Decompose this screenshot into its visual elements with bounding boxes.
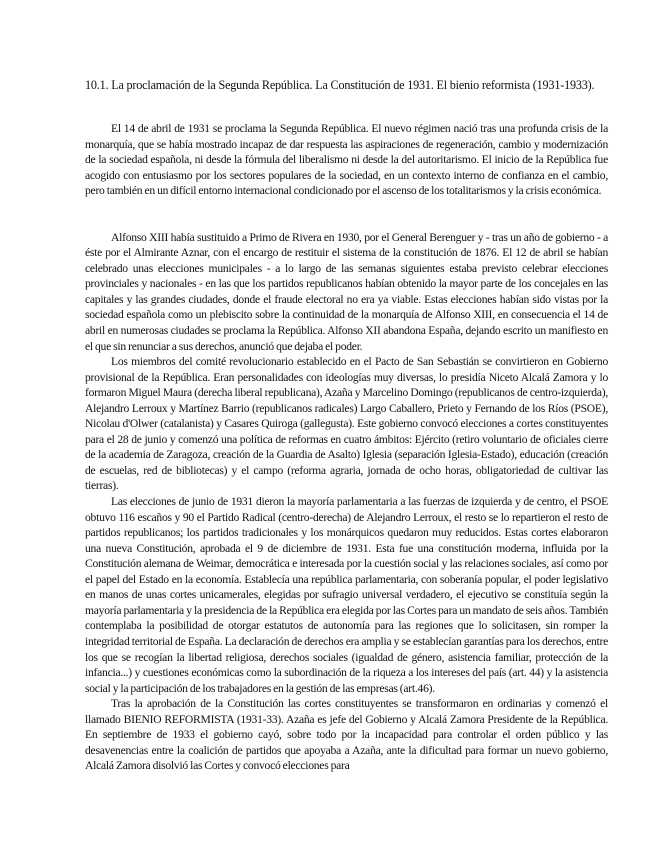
paragraph-provisional-government: Los miembros del comité revolucionario establecido en el Pacto de San Sebastián se convirtieron en Gobierno provisional de la República. Eran personalidades con ideologías muy diversas, lo presidía Niceto Alcalá Zamora y lo formaron Miguel Maura (derecha liberal republicana), Azaña y Marcelino Domingo (republicanos de centro-izquierda), Alejandro Lerroux y Martínez Barrio (republicanos radicales) Largo Caballero, Prieto y Fernando de los Ríos (PSOE), Nicolau d'Olwer (catalanista) y Casares Quiroga (gallegusta). Este gobierno convocó elecciones a cortes constituyentes para el 28 de junio y comenzó una política de reformas en cuatro ámbitos: Ejército (retiro voluntario de oficiales cierre de la academia de Zaragoza, creación de la Guardia de Asalto) Iglesia (separación Iglesia-Estado), educación (creación de escuelas, red de bibliotecas) y el campo (reforma agraria, jornada de ocho horas, obligatoriedad de cultivar las tierras).	[85, 355, 608, 493]
paragraph-reformist-biennium: Tras la aprobación de la Constitución las cortes constituyentes se transformaron en ordinarias y comenzó el llamado BIENIO REFORMISTA (1931-33). Azaña es jefe del Gobierno y Alcalá Zamora Presidente de la República. En septiembre de 1933 el gobierno cayó, sobre todo por la incapacidad para controlar el orden público y las desavenencias entre la coalición de partidos que apoyaba a Azaña, ante la dificultad para formar un nuevo gobierno, Alcalá Zamora disolvió las Cortes y convocó elecciones para	[85, 697, 608, 773]
paragraph-elections-constitution: Las elecciones de junio de 1931 dieron la mayoría parlamentaria a las fuerzas de izquierda y de centro, el PSOE obtuvo 116 escaños y 90 el Partido Radical (centro-derecha) de Alejandro Lerroux, el resto se lo repartieron el resto de partidos republicanos; los partidos tradicionales y los monárquicos quedaron muy reducidos. Estas cortes elaboraron una nueva Constitución, aprobada el 9 de diciembre de 1931. Esta fue una constitución moderna, influida por la Constitución alemana de Weimar, democrática e interesada por la cuestión social y las relaciones sociales, así como por el papel del Estado en la economía. Establecía una república parlamentaria, con soberanía popular, el poder legislativo en manos de unas cortes unicamerales, elegidas por sufragio universal verdadero, el ejecutivo se constituía según la mayoría parlamentaria y la presidencia de la República era elegida por las Cortes para un mandato de seis años. También contemplaba la posibilidad de otorgar estatutos de autonomía para las regiones que lo solicitasen, sin romper la integridad territorial de España. La declaración de derechos era amplia y se establecían garantías para los derechos, entre los que se recogían la libertad religiosa, derechos sociales (igualdad de género, asistencia familiar, protección de la infancia...) y cuestiones económicas como la subordinación de la riqueza a los intereses del país (art. 44) y la asistencia social y la participación de los trabajadores en la gestión de las empresas (art.46).	[85, 495, 608, 695]
paragraph-intro: El 14 de abril de 1931 se proclama la Segunda República. El nuevo régimen nació tras una profunda crisis de la monarquía, que se había mostrado incapaz de dar respuesta las aspiraciones de regeneración, cambio y modernización de la sociedad española, ni desde la fórmula del liberalismo ni desde la del autoritarismo. El inicio de la República fue acogido con entusiasmo por los sectores populares de la sociedad, en un contexto interno de confianza en el cambio, pero también en un difícil entorno internacional condicionado por el ascenso de los totalitarismos y la crisis económica.	[85, 122, 608, 198]
section-heading: 10.1. La proclamación de la Segunda República. La Constitución de 1931. El bienio reformista (1931-1933).	[85, 78, 595, 92]
paragraph-background: Alfonso XIII había sustituido a Primo de Rivera en 1930, por el General Berenguer y - tras un año de gobierno - a éste por el Almirante Aznar, con el encargo de restituir el sistema de la constitución de 1876. El 12 de abril se habían celebrado unas elecciones municipales - a lo largo de las semanas siguientes estaba previsto celebrar elecciones provinciales y nacionales - en las que los partidos republicanos habían obtenido la mayor parte de los concejales en las capitales y las grandes ciudades, donde el fraude electoral no era ya viable. Estas elecciones habían sido vistas por la sociedad española como un plebiscito sobre la continuidad de la monarquía de Alfonso XIII, en consecuencia el 14 de abril en numerosas ciudades se proclama la República. Alfonso XII abandona España, dejando escrito un manifiesto en el que sin renunciar a sus derechos, anunció que dejaba el poder.	[85, 230, 608, 353]
